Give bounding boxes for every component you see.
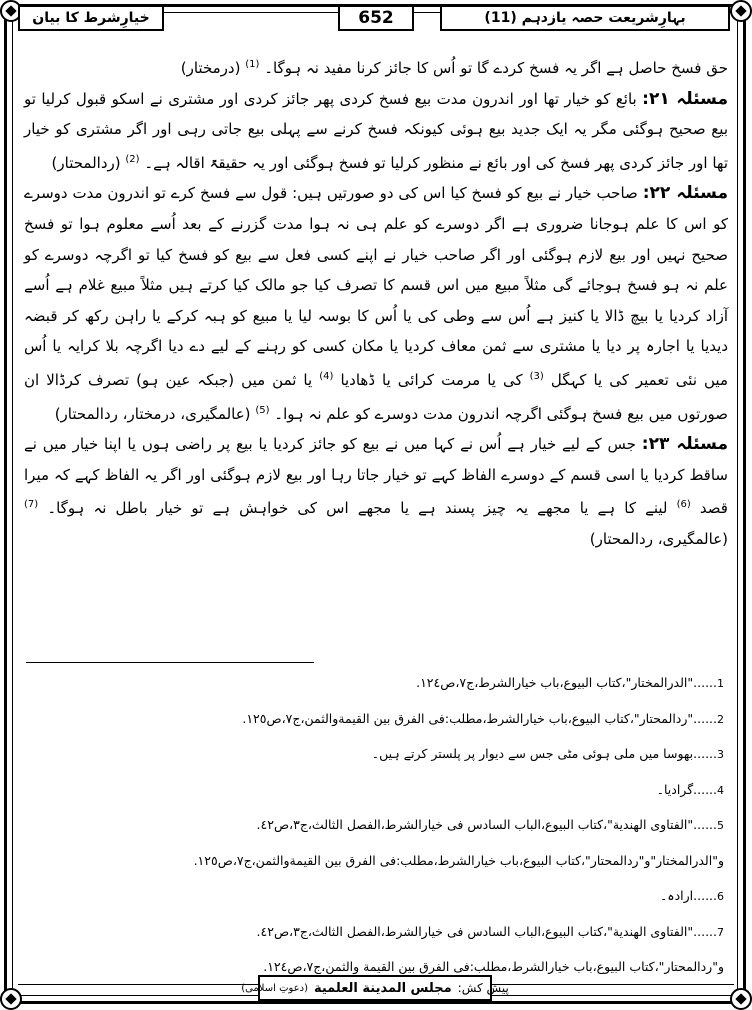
footnote-item: 6......ارادہ۔ bbox=[659, 888, 724, 903]
footnote-ref: (7) bbox=[24, 499, 39, 511]
footnote-ref: (6) bbox=[676, 499, 691, 511]
paragraph-text: یا ثمن میں (جبکہ عین ہو) تصرف کرڈالا ان صورتوں میں بیع فسخ ہوگئی اگرچہ اندرون مدت دوسرے کو علم نہ ہوا۔ bbox=[24, 370, 728, 423]
corner-ornament-icon bbox=[0, 988, 22, 1010]
footnote-text: بھوسا میں ملی ہوئی مٹی جس سے دیوار پر پلستر کرتے ہیں۔ bbox=[371, 746, 694, 761]
paragraph-text: لینے کا ہے یا مجھے یہ چیز پسند ہے یا مجھے اس کی خواہش ہے تو خیار باطل نہ ہوگا۔ bbox=[47, 499, 668, 518]
footer-sub: (دعوتِ اسلامی) bbox=[241, 982, 308, 994]
source-citation: (عالمگیری، درمختار، ردالمحتار) bbox=[54, 404, 251, 423]
corner-ornament-icon bbox=[730, 988, 752, 1010]
footnote-number: 1 bbox=[717, 677, 724, 690]
footnote-text: و"الدرالمختار"و"ردالمحتار"،كتاب البيوع،باب خيارالشرط،مطلب:فی الفرق بين القيمةوالثمن،ج٧،ص١٢٥. bbox=[193, 852, 724, 868]
source-citation: (عالمگیری، ردالمحتار) bbox=[589, 529, 728, 548]
footer-org: مجلس المدينة العلمية bbox=[313, 980, 452, 996]
footnote-ref: (4) bbox=[319, 370, 334, 382]
masala-label: مسئلہ ۲۱: bbox=[642, 88, 728, 109]
chapter-title: خیارِشرط کا بیان bbox=[18, 5, 164, 31]
paragraph-text: بائع کو خیار تھا اور اندرون مدت بیع فسخ کردی پھر جائز کردی اور مشتری نے اسکو قبول کرلیا تو بیع صحیح ہوگئی مگر یہ ایک جدید بیع ہوئی کیونکہ فسخ کرنے سے پہلی بیع جاتی رہی اور اگر مشتری کو خیار تھا اور جائز کردی پھر فسخ کی اور بائع نے منظور کرلیا تو فسخ ہوگئی اور یہ حقیقۃً اقالہ ہے۔ bbox=[24, 89, 728, 172]
footnote-number: 4 bbox=[717, 783, 724, 797]
footnote-text: و"ردالمحتار"،كتاب البيوع،باب خيارالشرط،مطلب:فی الفرق بين القيمة والثمن،ج٧،ص١٢٤. bbox=[263, 959, 724, 974]
paragraph-text: کی یا مرمت کرائی یا ڈھادیا bbox=[340, 370, 523, 389]
masala-label: مسئلہ ۲۳: bbox=[641, 434, 728, 455]
book-title: بہارِشریعت حصہ یازدہم (11) bbox=[440, 5, 730, 31]
footnote-text: گرادیا۔ bbox=[656, 781, 694, 797]
masala-21 bbox=[24, 84, 728, 179]
footnote-ref: (3) bbox=[529, 370, 544, 382]
footer-prefix: پیش کش: bbox=[457, 981, 509, 995]
footnote-text: "الدرالمختار"،كتاب البيوع،باب خيارالشرط،ج٧،ص١٢٤. bbox=[416, 675, 694, 690]
footnote-text: "ردالمحتار"،كتاب البيوع،باب خيارالشرط،مطلب:فی الفرق بين القيمةوالثمن،ج٧،ص١٢٥. bbox=[242, 710, 694, 726]
footnote-ref: (1) bbox=[245, 59, 260, 70]
footnote-item bbox=[26, 844, 724, 880]
page-number: 652 bbox=[338, 5, 414, 31]
footnote-item: 7......"الفتاوی الهندية"،كتاب البيوع،الباب السادس فی خيارالشرط،الفصل الثالث،ج٣،ص٤٢. bbox=[256, 923, 724, 939]
masala-22 bbox=[24, 178, 728, 429]
masala-23 bbox=[24, 429, 728, 554]
footnote-number: 6 bbox=[717, 890, 724, 903]
paragraph-text: جس کے لیے خیار ہے اُس نے کہا میں نے بیع کو جائز کردیا یا بیع پر راضی ہوں یا اپنا خیار میں نے ساقط کردیا یا اسی قسم کے دوسرے الفاظ کہے تو خیار جاتا رہا اور بیع لازم ہوگئی اور اگر یہ الفاظ کہے کہ میرا قصد bbox=[24, 435, 728, 518]
footnote-item: 3......بھوسا میں ملی ہوئی مٹی جس سے دیوار پر پلستر کرتے ہیں۔ bbox=[371, 746, 724, 761]
footnote-ref: (2) bbox=[125, 153, 140, 165]
footnote-text: "الفتاوی الهندية"،كتاب البيوع،الباب السادس فی خيارالشرط،الفصل الثالث،ج٣،ص٤٢. bbox=[256, 923, 694, 939]
footer-publisher bbox=[241, 975, 509, 1001]
footnote-number: 2 bbox=[717, 712, 724, 726]
paragraph-continuation bbox=[24, 50, 728, 84]
footnote-text: ارادہ۔ bbox=[659, 888, 694, 903]
source-citation: (درمختار) bbox=[180, 59, 241, 77]
footnote-number: 7 bbox=[717, 925, 724, 939]
footnote-item: 1......"الدرالمختار"،كتاب البيوع،باب خيارالشرط،ج٧،ص١٢٤. bbox=[416, 675, 724, 690]
footnote-text: "الفتاوی الهندية"،كتاب البيوع،الباب السادس فی خيارالشرط،الفصل الثالث،ج٣،ص٤٢. bbox=[256, 817, 694, 832]
footnote-item: 2......"ردالمحتار"،كتاب البيوع،باب خيارالشرط،مطلب:فی الفرق بين القيمةوالثمن،ج٧،ص١٢٥. bbox=[242, 710, 724, 726]
footnote-number: 3 bbox=[717, 748, 724, 761]
footnotes-list bbox=[26, 666, 724, 986]
footnote-item: 4......گرادیا۔ bbox=[656, 781, 724, 797]
footnote-item: 5......"الفتاوی الهندية"،كتاب البيوع،الباب السادس فی خيارالشرط،الفصل الثالث،ج٣،ص٤٢. bbox=[256, 817, 724, 832]
paragraph-text: حق فسخ حاصل ہے اگر یہ فسخ کردے گا تو اُس کا جائز کرنا مفید نہ ہوگا۔ bbox=[264, 59, 728, 77]
paragraph-text: صاحب خیار نے بیع کو فسخ کیا اس کی دو صورتیں ہیں: قول سے فسخ کرے تو اندرون مدت دوسرے کو اس کا علم ہوجانا ضروری ہے اگر دوسرے کو علم ہی نہ ہوا مدت گزرنے کے بعد اُسے معلوم ہوا تو فسخ صحیح نہیں اور بیع لازم ہوگئی اور اگر صاحب خیار نے اپنے کسی فعل سے بیع کو فسخ کیا تو اگرچہ دوسرے کو علم نہ ہو فسخ ہوجائے گی مثلاً مبیع میں اس قسم کا تصرف کیا جو مالک کیا کرتے ہیں مثلاً مبیع غلام ہے اُسے آزاد کردیا یا بیچ ڈالا یا کنیز ہے اُس سے وطی کی یا اُس کا بوسہ لیا یا مبیع کو ہبہ کرکے یا راہن رکھ کر قبضہ دیدیا یا اجارہ پر دیا یا مشتری سے ثمن معاف کردیا یا مکان کسی کو رہنے کے لیے دے دیا اگرچہ بلا کرایہ یا اُس میں نئی تعمیر کی یا کہگل bbox=[24, 184, 728, 389]
source-citation: (ردالمحتار) bbox=[51, 153, 121, 172]
footnote-number: 5 bbox=[717, 819, 724, 832]
footnote-ref: (5) bbox=[255, 404, 270, 416]
footnote-divider bbox=[26, 662, 314, 663]
main-text bbox=[24, 50, 728, 555]
corner-ornament-icon bbox=[730, 0, 752, 22]
masala-label: مسئلہ ۲۲: bbox=[642, 183, 728, 204]
